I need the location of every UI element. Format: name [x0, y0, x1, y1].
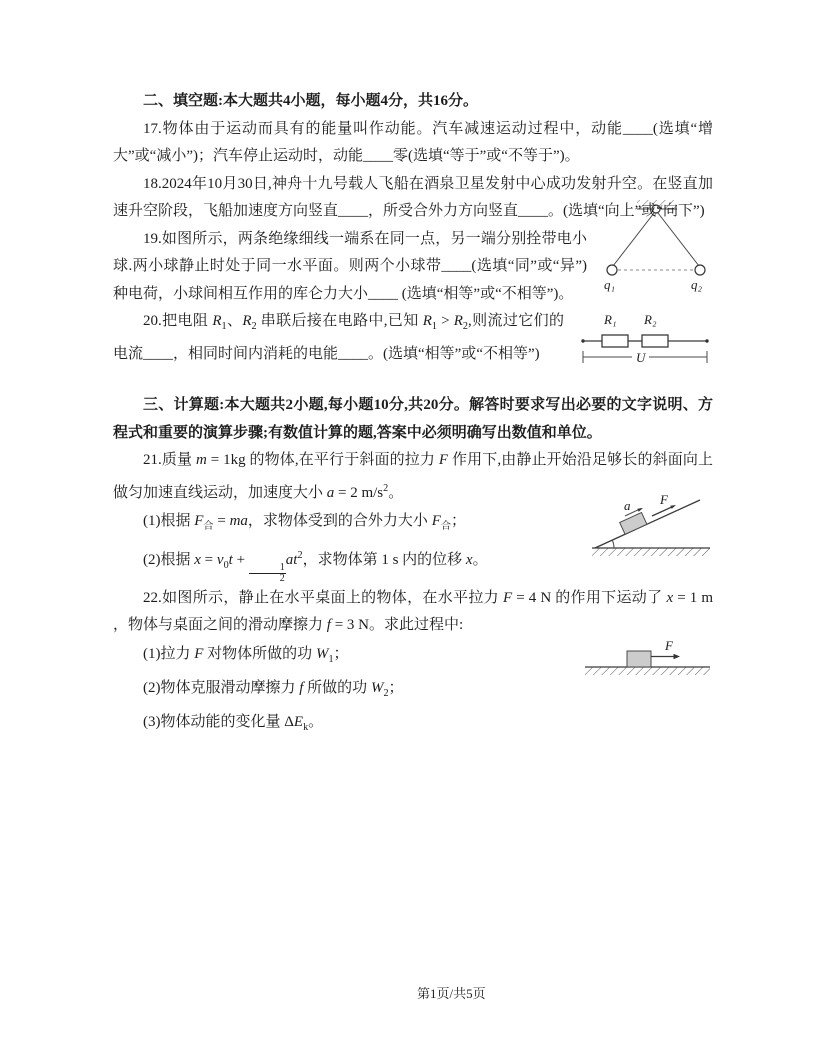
angle-arc — [612, 540, 614, 548]
question-22: 22.如图所示，静止在水平桌面上的物体，在水平拉力 F = 4 N 的作用下运动了 x = 1 m ，物体与桌面之间的滑动摩擦力 f = 3 N。求此过程中: — [113, 589, 713, 633]
series-circuit-svg — [578, 310, 713, 366]
charge-ball-q2 — [695, 265, 705, 275]
section-3-header: 三、计算题:本大题共2小题,每小题10分,共20分。解答时要求写出必要的文字说明、方程式和重要的演算步骤;有数值计算的题,答案中必须明确写出数值和单位。 — [113, 397, 713, 441]
acceleration-label: a — [624, 498, 631, 513]
block-on-incline — [620, 512, 647, 534]
incline-surface — [595, 500, 700, 548]
resistor-box-r2 — [642, 335, 668, 347]
force-arrowhead-block — [674, 653, 681, 658]
force-label-block: F — [665, 637, 673, 653]
question-21-part-2: (2)根据 $x = v_0t$ + $\frac{1}{2}$ $at^2$，求物体第 1 s 内的位移 x。 — [143, 550, 488, 584]
resistor-label-r2: R₂ — [644, 312, 657, 327]
question-18: 18.2024年10月30日,神舟十九号载人飞船在酒泉卫星发射中心成功发射升空。在竖直加速升空阶段，飞船加速度方向竖直____，所受合外力方向竖直____。(选填“向上”或“向下”) — [113, 175, 713, 219]
question-21-part-1: (1)根据 $F_合$ = ma，求物体受到的合外力大小 $F_合$； — [143, 513, 467, 532]
force-arrowhead-incline — [670, 505, 676, 509]
charge-label-q1: q₁ — [604, 276, 616, 292]
charge-label-q2: q₂ — [691, 276, 703, 292]
question-19: 19.如图所示，两条绝缘细线一端系在同一点，另一端分别拴带电小球.两小球静止时处于同一水平面。则两个小球带____(选填“同”或“异”)种电荷，小球间相互作用的库仑力大小____ (选填“相等”或“不相等”)。 — [113, 230, 587, 302]
page-footer — [417, 983, 486, 1002]
block-on-table-diagram — [583, 634, 713, 682]
incline-svg — [588, 483, 713, 559]
question-17: 17.物体由于运动而具有的能量叫作动能。汽车减速运动过程中，动能____(选填“增大”或“减小”)；汽车停止运动时，动能____零(选填“等于”或“不等于”)。 — [113, 120, 713, 164]
question-20: 20.把电阻 $R_1$、$R_2$ 串联后接在电路中,已知 $R_1 > R_2$,则流过它们的电流____，相同时间内消耗的电能____。(选填“相等”或“不相等”) — [113, 313, 564, 362]
table-hatch — [585, 667, 710, 675]
acceleration-arrowhead — [637, 508, 643, 512]
voltage-label-u: U — [636, 350, 646, 365]
question-21: 21.质量 m = 1kg 的物体,在平行于斜面的拉力 F 作用下,由静止开始沿足够长的斜面向上做匀加速直线运动，加速度大小 a = 2 $m/s^2$。 — [113, 452, 713, 501]
question-22-part-2: (2)物体克服滑动摩擦力 f 所做的功 $W_2$； — [143, 679, 404, 699]
block-on-table — [627, 651, 651, 667]
section-2-header: 二、填空题:本大题共4小题，每小题4分，共16分。 — [143, 93, 478, 109]
page-indicator: 第1页/共5页 — [417, 986, 486, 1001]
block-on-table-svg — [583, 634, 713, 682]
question-22-part-1: (1)拉力 F 对物体所做的功 $W_1$； — [143, 645, 349, 665]
ground-hatch — [592, 548, 710, 556]
force-label-incline: F — [660, 492, 668, 507]
charge-ball-q1 — [607, 265, 617, 275]
resistor-box-r1 — [602, 335, 628, 347]
series-circuit-diagram — [578, 310, 713, 366]
incline-diagram — [588, 483, 713, 559]
exam-content — [113, 88, 713, 742]
force-arrow-incline — [652, 506, 674, 516]
resistor-label-r1: R₁ — [604, 312, 617, 327]
question-22-part-3: (3)物体动能的变化量 $\Delta E_k$。 — [143, 713, 324, 733]
